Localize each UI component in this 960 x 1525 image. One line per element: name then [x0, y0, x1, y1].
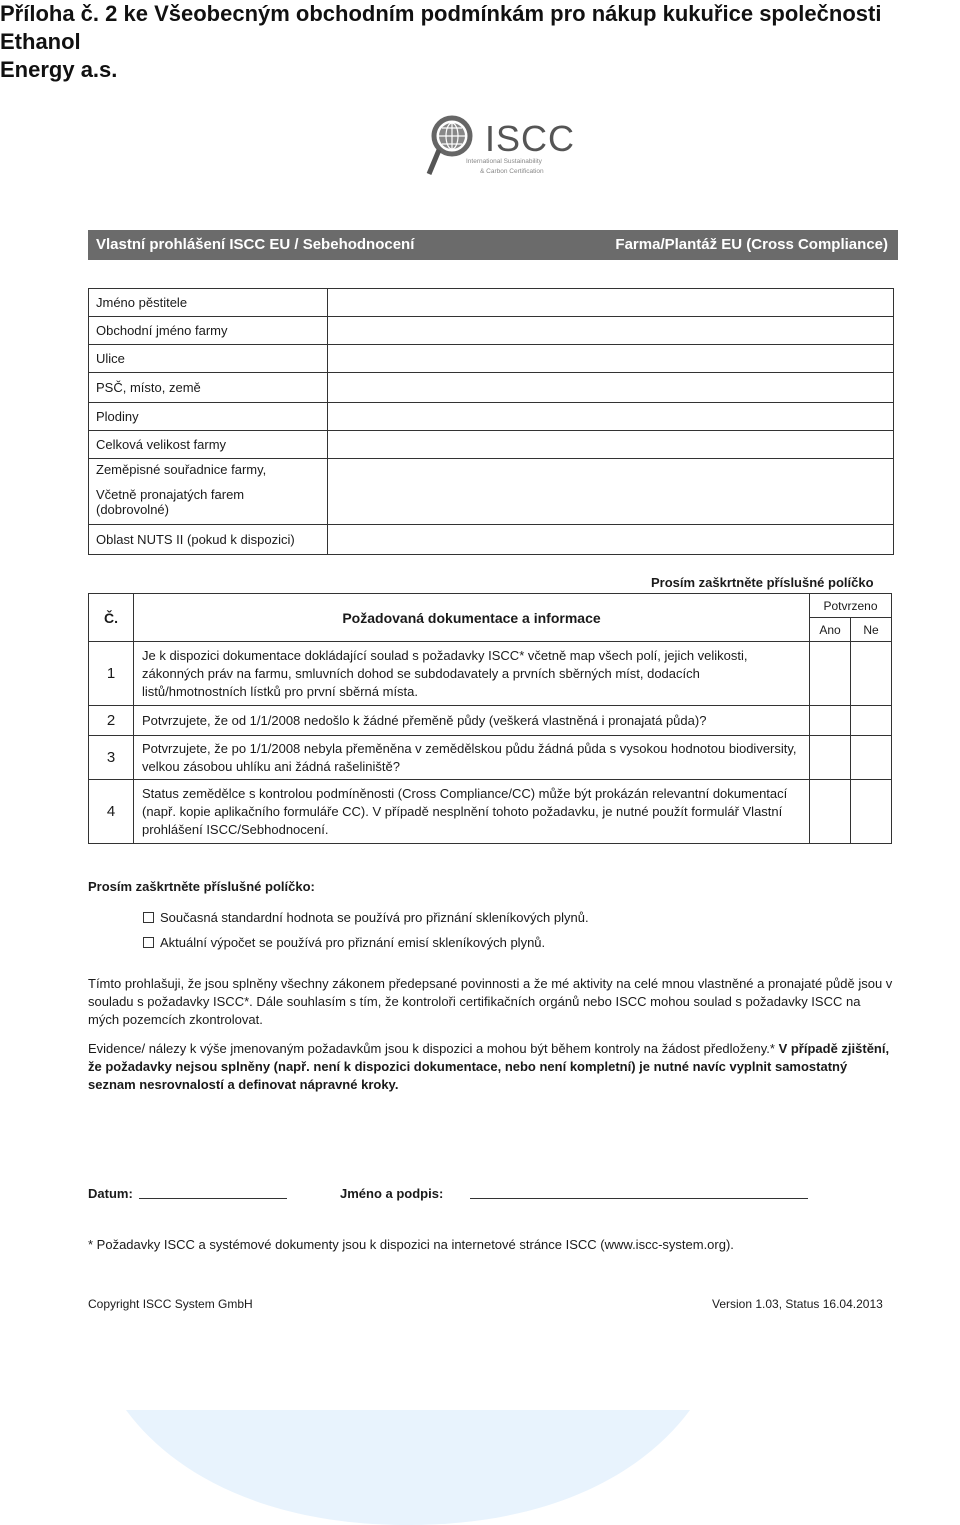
farm-row — [89, 317, 894, 345]
name-signature-field[interactable] — [470, 1186, 808, 1199]
table-row — [89, 642, 892, 706]
yes-checkbox[interactable] — [810, 736, 851, 780]
evidence-text: Evidence/ nálezy k výše jmenovaným požadavkům jsou k dispozici a mohou být během kontroly na žádost předloženy.* — [88, 1041, 779, 1056]
col-yes-header: Ano — [810, 618, 851, 642]
version-info: Version 1.03, Status 16.04.2013 — [712, 1297, 883, 1311]
farm-row — [89, 373, 894, 403]
farm-field-label: PSČ, místo, země — [89, 373, 328, 403]
farm-row — [89, 289, 894, 317]
yes-checkbox[interactable] — [810, 706, 851, 736]
farm-field-label: Jméno pěstitele — [89, 289, 328, 317]
farm-row — [89, 525, 894, 555]
option-item — [143, 910, 589, 925]
header-row — [89, 594, 892, 618]
farm-field-label: Celková velikost farmy — [89, 431, 328, 459]
row-number: 4 — [89, 780, 134, 844]
no-checkbox[interactable] — [851, 780, 892, 844]
farm-field-label: Obchodní jméno farmy — [89, 317, 328, 345]
row-number: 3 — [89, 736, 134, 780]
row-number: 1 — [89, 642, 134, 706]
table-row — [89, 706, 892, 736]
logo-subtitle-1: International Sustainability — [466, 158, 542, 165]
row-text: Potvrzujete, že od 1/1/2008 nedošlo k žádné přeměně půdy (veškerá vlastněná i pronajatá půda)? — [134, 706, 810, 736]
farm-row — [89, 403, 894, 431]
date-label: Datum: — [88, 1186, 133, 1201]
no-checkbox[interactable] — [851, 736, 892, 780]
col-number-header: Č. — [89, 594, 134, 642]
option-checkbox-icon[interactable] — [143, 937, 154, 948]
farm-field-value[interactable] — [328, 373, 894, 403]
farm-field-value[interactable] — [328, 317, 894, 345]
farm-info-table — [88, 288, 894, 555]
farm-field-label: Včetně pronajatých farem (dobrovolné) — [89, 481, 328, 525]
signature-row — [88, 1186, 893, 1206]
header-line-2: Energy a.s. — [0, 57, 118, 82]
farm-field-value[interactable] — [328, 459, 894, 525]
option-label: Současná standardní hodnota se používá pro přiznání skleníkových plynů. — [160, 910, 589, 925]
header-line-1: Příloha č. 2 ke Všeobecným obchodním podmínkám pro nákup kukuřice společnosti Ethanol — [0, 1, 882, 54]
footnote: * Požadavky ISCC a systémové dokumenty jsou k dispozici na internetové stránce ISCC (www.iscc-system.org). — [88, 1237, 734, 1252]
farm-field-value[interactable] — [328, 345, 894, 373]
document-header — [0, 0, 960, 84]
farm-field-label: Ulice — [89, 345, 328, 373]
table-row — [89, 780, 892, 844]
row-text: Potvrzujete, že po 1/1/2008 nebyla přeměněna v zemědělskou půdu žádná půda s vysokou hodnotou biodiversity, velkou zásobou uhlíku ani žádná rašeliniště? — [134, 736, 810, 780]
logo-subtitle-2: & Carbon Certification — [480, 168, 544, 175]
name-signature-label: Jméno a podpis: — [340, 1186, 444, 1201]
table-row — [89, 736, 892, 780]
no-checkbox[interactable] — [851, 642, 892, 706]
farm-field-label: Plodiny — [89, 403, 328, 431]
options-title: Prosím zaškrtněte příslušné políčko: — [88, 879, 315, 894]
col-no-header: Ne — [851, 618, 892, 642]
farm-field-value[interactable] — [328, 289, 894, 317]
yes-checkbox[interactable] — [810, 780, 851, 844]
option-item — [143, 935, 545, 950]
option-checkbox-icon[interactable] — [143, 912, 154, 923]
farm-row — [89, 459, 894, 481]
farm-field-value[interactable] — [328, 525, 894, 555]
copyright: Copyright ISCC System GmbH — [88, 1297, 253, 1311]
banner-subtitle: Farma/Plantáž EU (Cross Compliance) — [615, 236, 888, 253]
col-confirmed-header: Potvrzeno — [810, 594, 892, 618]
farm-field-label: Oblast NUTS II (pokud k dispozici) — [89, 525, 328, 555]
check-hint: Prosím zaškrtněte příslušné políčko — [651, 575, 874, 590]
evidence-paragraph — [88, 1040, 893, 1094]
farm-field-value[interactable] — [328, 431, 894, 459]
requirements-table — [88, 593, 892, 844]
farm-row — [89, 431, 894, 459]
option-label: Aktuální výpočet se používá pro přiznání emisí skleníkových plynů. — [160, 935, 546, 950]
decorative-shape — [126, 1410, 690, 1525]
logo-text: ISCC — [485, 118, 576, 159]
declaration-text: Tímto prohlašuji, že jsou splněny všechny zákonem předepsané povinnosti a že mé aktivity na celé mnou vlastněné a pronajaté půdě jsou v souladu s požadavky ISCC*. Dále souhlasím s tím, že kontroloři certifikačních orgánů nebo ISCC mohou soulad s požadavky ISCC na mých pozemcích zkontrolovat. — [88, 976, 893, 1027]
row-number: 2 — [89, 706, 134, 736]
date-field[interactable] — [139, 1186, 287, 1199]
form-title-banner — [88, 230, 898, 260]
banner-title: Vlastní prohlášení ISCC EU / Sebehodnocení — [96, 236, 415, 253]
yes-checkbox[interactable] — [810, 642, 851, 706]
no-checkbox[interactable] — [851, 706, 892, 736]
col-title-header: Požadovaná dokumentace a informace — [134, 594, 810, 642]
farm-row — [89, 345, 894, 373]
row-text: Status zemědělce s kontrolou podmíněnosti (Cross Compliance/CC) může být prokázán relevantní dokumentací (např. kopie aplikačního formuláře CC). V případě nesplnění tohoto požadavku, je nutné použít formulář Vlastní prohlášení ISCC/Sebhodnocení. — [134, 780, 810, 844]
evidence-bold-text: V případě zjištění, že požadavky nejsou splněny (např. není k dispozici dokumentace, nebo není kompletní) je nutné navíc vyplnit samostatný seznam nesrovnalostí a definovat nápravné kroky. — [88, 1041, 890, 1092]
farm-field-label: Zeměpisné souřadnice farmy, — [89, 459, 328, 481]
farm-field-value[interactable] — [328, 403, 894, 431]
row-text: Je k dispozici dokumentace dokládající soulad s požadavky ISCC* včetně map všech polí, jejich velikosti, zákonných práv na farmu, smluvních dohod se subdodavately a prvních sběrných míst, dodacích listů/hmotnostních lístků pro první sběrná místa. — [134, 642, 810, 706]
